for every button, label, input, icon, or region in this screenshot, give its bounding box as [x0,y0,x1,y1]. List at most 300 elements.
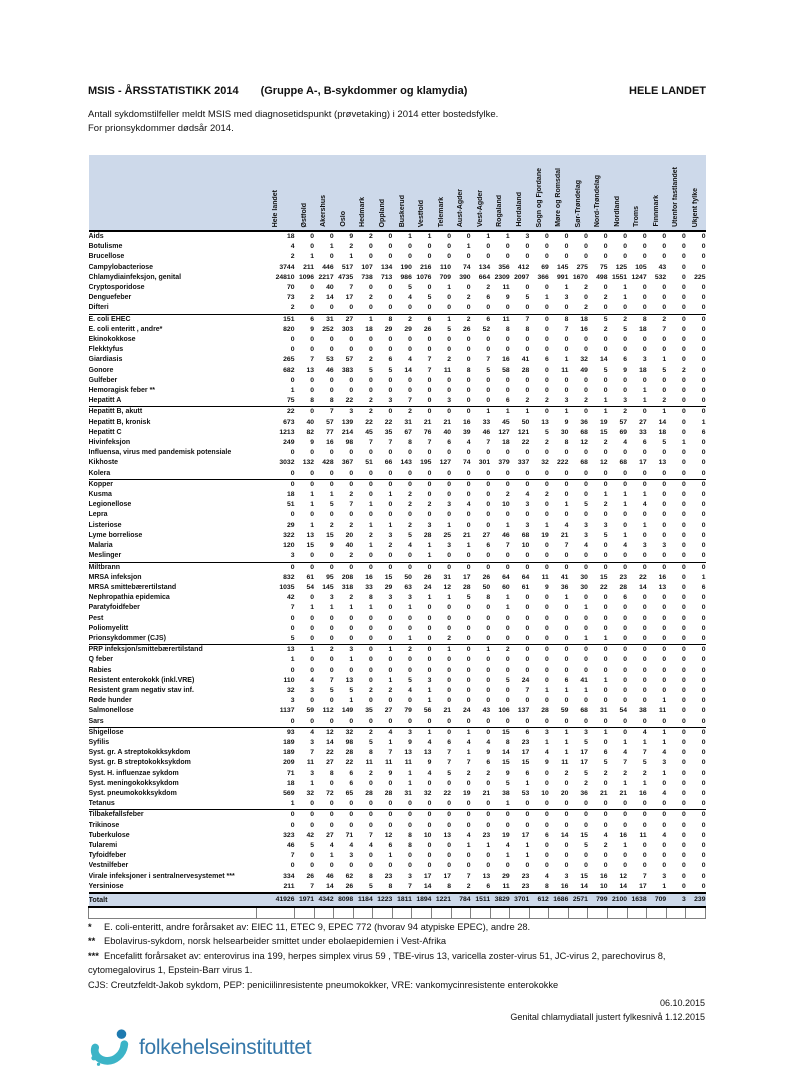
value-cell: 110 [283,676,295,684]
value-cell: 0 [701,624,706,632]
value-cell: 0 [314,479,334,490]
value-cell: 0 [408,304,412,312]
value-cell: 0 [525,624,530,632]
value-cell: 1 [466,749,471,757]
value-cell: 6 [486,882,491,890]
value-cell: 1 [466,542,471,550]
value-cell: 0 [466,233,471,240]
value-cell: 7 [486,356,491,364]
value-cell: 2 [349,521,354,529]
value-cell: 0 [427,614,432,622]
value-cell: 46 [482,428,491,436]
value-cell: 22 [326,749,334,757]
value-cell: 0 [471,727,491,738]
value-cell: 7 [349,501,354,509]
value-cell: 1 [510,407,530,418]
value-cell: 0 [388,449,393,457]
value-cell: 0 [505,624,510,632]
value-cell: 0 [642,717,647,725]
value-cell: 216 [420,263,432,271]
value-cell: 0 [329,634,334,642]
value-cell: 74 [463,263,471,271]
value-cell: 1 [623,738,628,746]
value-cell: 110 [440,263,451,271]
value-cell: 1 [310,521,315,529]
value-cell: 0 [310,800,315,808]
value-cell: 0 [681,738,686,746]
value-cell: 5 [603,366,608,374]
value-cell: 0 [486,614,491,622]
value-cell: 5 [505,779,510,787]
value-cell: 63 [404,583,412,591]
value-cell: 0 [447,656,451,664]
value-cell: 1096 [298,273,315,281]
value-cell: 0 [642,449,647,457]
value-cell: 21 [560,531,569,539]
value-cell: 0 [642,634,647,642]
value-cell: 0 [701,769,706,777]
value-cell: 6 [471,314,491,325]
value-cell: 0 [603,800,608,808]
empty-cell [627,907,647,918]
value-cell: 0 [368,243,373,251]
table-row [89,500,706,510]
value-cell: 8 [329,397,334,405]
table-row [89,686,706,696]
value-cell: 0 [329,779,334,787]
value-cell: 6 [486,542,491,550]
row-label: Lyme borreliose [88,531,143,539]
total-value-cell: 1894 [412,893,432,907]
value-cell: 4 [545,872,549,880]
value-cell: 366 [537,273,549,281]
value-cell: 0 [427,397,432,405]
value-cell: 0 [451,645,471,656]
value-cell: 0 [603,821,608,829]
total-value-cell: 1638 [627,893,647,907]
value-cell: 0 [525,666,530,674]
value-cell: 53 [521,789,530,797]
value-cell: 0 [701,501,706,509]
value-cell: 1 [642,387,647,395]
value-cell: 0 [588,479,608,490]
value-cell: 7 [642,749,647,757]
value-cell: 0 [608,479,628,490]
value-cell: 75 [286,397,295,405]
value-cell: 19 [599,418,608,426]
footnote-line [88,978,708,992]
value-cell: 0 [608,562,628,573]
value-cell: 0 [447,336,451,344]
value-cell: 0 [368,634,373,642]
value-cell: 2 [642,769,647,777]
value-cell: 0 [662,521,667,529]
value-cell: 0 [505,697,510,705]
value-cell: 4 [408,686,412,694]
value-cell: 1 [525,852,530,860]
value-cell: 1 [290,800,295,808]
value-cell: 0 [681,325,686,333]
total-value-cell: 3701 [510,893,530,907]
value-cell: 22 [521,439,530,447]
value-cell: 0 [368,624,373,632]
value-cell: 0 [486,253,491,261]
value-cell: 0 [525,614,530,622]
value-cell: 1 [603,491,608,499]
value-cell: 0 [545,841,549,849]
value-cell: 0 [545,604,549,612]
row-label: Lepra [88,511,108,519]
value-cell: 3 [290,697,295,705]
value-cell: 32 [541,459,549,467]
value-cell: 0 [686,314,706,325]
value-cell: 46 [326,872,334,880]
value-cell: 22 [599,583,608,591]
value-cell: 9 [564,418,569,426]
value-cell: 0 [681,243,686,251]
value-cell: 498 [596,273,608,281]
value-cell: 0 [681,573,686,581]
value-cell: 18 [639,325,647,333]
value-cell: 67 [404,428,412,436]
value-cell: 0 [368,821,373,829]
value-cell: 2 [447,356,451,364]
value-cell: 7 [314,407,334,418]
value-cell: 0 [310,304,315,312]
value-cell: 10 [502,501,510,509]
value-cell: 71 [286,769,295,777]
row-label: Rabies [88,666,112,674]
value-cell: 9 [505,294,510,302]
value-cell: 0 [427,604,432,612]
value-cell: 1 [603,397,608,405]
value-cell: 2 [349,491,354,499]
value-cell: 0 [451,810,471,821]
value-cell: 0 [681,614,686,622]
value-cell: 0 [681,346,686,354]
value-cell: 0 [681,397,686,405]
column-header: Telemark [431,155,451,231]
value-cell: 41 [521,356,530,364]
row-label: Botulisme [88,243,123,251]
value-cell: 5 [329,686,334,694]
value-cell: 0 [701,542,706,550]
value-cell: 17 [463,573,471,581]
value-cell: 0 [310,862,315,870]
value-cell: 0 [701,304,706,312]
value-cell: 0 [564,841,569,849]
value-cell: 12 [619,872,628,880]
value-cell: 0 [623,624,628,632]
value-cell: 36 [560,583,569,591]
value-cell: 1 [368,521,373,529]
value-cell: 15 [580,831,588,839]
value-cell: 0 [505,862,510,870]
value-cell: 0 [431,407,451,418]
value-cell: 0 [603,717,608,725]
value-cell: 0 [681,449,686,457]
value-cell: 4 [623,439,628,447]
value-cell: 0 [310,666,315,674]
value-cell: 5 [466,594,471,602]
value-cell: 0 [584,656,588,664]
value-cell: 76 [423,428,432,436]
value-cell: 0 [603,253,608,261]
table-row [89,541,706,551]
value-cell: 0 [686,407,706,418]
value-cell: 0 [290,469,295,477]
value-cell: 0 [529,407,549,418]
value-cell: 0 [368,469,373,477]
value-cell: 0 [510,645,530,656]
table-row [89,469,706,480]
value-cell: 0 [584,449,588,457]
row-label: Legionellose [88,501,132,509]
value-cell: 0 [701,707,706,715]
value-cell: 71 [345,831,354,839]
value-cell: 0 [642,614,647,622]
value-cell: 21 [443,707,451,715]
value-cell: 0 [623,862,628,870]
value-cell: 18 [658,428,667,436]
value-cell: 8 [505,325,510,333]
value-cell: 0 [623,346,628,354]
value-cell: 3 [568,727,588,738]
value-cell: 0 [486,800,491,808]
row-label: Hemoragisk feber ** [88,387,156,395]
value-cell: 0 [681,253,686,261]
value-cell: 0 [310,634,315,642]
value-cell: 0 [490,810,510,821]
column-header: Nordland [608,155,628,231]
value-cell: 46 [326,366,334,374]
value-cell: 145 [322,583,334,591]
value-cell: 0 [349,346,354,354]
value-cell: 0 [408,469,412,477]
value-cell: 43 [658,263,667,271]
value-cell: 16 [580,325,588,333]
table-row [89,376,706,386]
value-cell: 2 [368,233,373,240]
value-cell: 6 [623,594,628,602]
value-cell: 1 [388,521,393,529]
value-cell: 0 [701,552,706,560]
value-cell: 0 [505,511,510,519]
value-cell: 0 [564,376,569,384]
column-header: Sør-Trøndelag [568,155,588,231]
table-row [89,851,706,861]
value-cell: 8 [466,366,471,374]
value-cell: 14 [404,366,412,374]
table-row [89,293,706,303]
value-cell: 0 [310,346,315,354]
value-cell: 0 [349,387,354,395]
value-cell: 5 [427,294,432,302]
value-cell: 0 [564,717,569,725]
value-cell: 1 [388,738,393,746]
value-cell: 8 [329,769,334,777]
value-cell: 24 [521,676,530,684]
value-cell: 0 [603,852,608,860]
value-cell: 1 [290,387,295,395]
row-label: Syst. gr. A streptokokksykdom [88,749,191,757]
value-cell: 0 [466,449,471,457]
value-cell: 0 [701,366,706,374]
value-cell: 6 [349,769,354,777]
value-cell: 1 [549,727,569,738]
value-cell: 40 [345,542,354,550]
value-cell: 36 [580,418,588,426]
value-cell: 0 [681,304,686,312]
value-cell: 0 [603,604,608,612]
value-cell: 11 [385,759,393,767]
value-cell: 0 [505,387,510,395]
value-cell: 0 [486,697,491,705]
value-cell: 0 [545,666,549,674]
value-cell: 16 [599,872,608,880]
value-cell: 4 [466,738,471,746]
fhi-logo-icon [88,1026,132,1070]
value-cell: 0 [388,624,393,632]
value-cell: 0 [290,336,295,344]
value-cell: 0 [568,645,588,656]
value-cell: 127 [498,428,510,436]
value-cell: 0 [564,697,569,705]
value-cell: 0 [388,511,393,519]
value-cell: 0 [701,697,706,705]
value-cell: 0 [505,243,510,251]
value-cell: 0 [447,852,451,860]
value-cell: 0 [701,872,706,880]
value-cell: 0 [681,501,686,509]
value-cell: 0 [427,387,432,395]
value-cell: 1 [588,727,608,738]
value-cell: 22 [345,759,354,767]
value-cell: 0 [529,810,549,821]
total-label: Totalt [89,893,257,907]
value-cell: 11 [365,759,373,767]
value-cell: 1 [349,253,354,261]
value-cell: 68 [580,707,588,715]
row-label: Salmonellose [88,707,134,715]
value-cell: 1 [623,284,628,292]
value-cell: 28 [345,749,354,757]
value-cell: 0 [642,666,647,674]
table-row [89,799,706,810]
value-cell: 28 [423,531,432,539]
footnotes [88,920,708,992]
table-row [89,438,706,448]
row-label: Paratyfoidfeber [88,604,140,612]
value-cell: 15 [502,759,510,767]
value-cell: 24810 [275,273,295,281]
column-header: Utenfor fastlandet [666,155,686,231]
value-cell: 0 [525,552,530,560]
value-cell: 0 [549,810,569,821]
value-cell: 0 [608,810,628,821]
value-cell: 0 [290,511,295,519]
value-cell: 5 [584,738,588,746]
value-cell: 0 [701,531,706,539]
value-cell: 0 [584,243,588,251]
value-cell: 51 [286,501,295,509]
value-cell: 0 [447,841,451,849]
value-cell: 8 [486,594,491,602]
value-cell: 0 [451,562,471,573]
footnote-line [88,949,708,978]
value-cell: 0 [623,686,628,694]
value-cell: 0 [701,862,706,870]
value-cell: 2 [490,645,510,656]
value-cell: 2 [314,645,334,656]
value-cell: 0 [603,284,608,292]
value-cell: 0 [486,656,491,664]
value-cell: 0 [662,800,667,808]
table-row [89,624,706,634]
footnote-text: Encefalitt forårsaket av: enterovirus ina 199, herpes simplex virus 59 , TBE-virus 13, varicella zoster-virus 51, JC-virus 2, parechovirus 8, cytomegalovirus 1, Epstein-Barr virus 1. [88,950,666,976]
column-header: Vest-Agder [471,155,491,231]
value-cell: 0 [686,645,706,656]
value-cell: 1 [662,356,667,364]
value-cell: 390 [459,273,471,281]
value-cell: 42 [306,831,315,839]
value-cell: 0 [427,304,432,312]
value-cell: 7 [525,686,530,694]
value-cell: 2 [349,243,354,251]
value-cell: 0 [681,841,686,849]
value-cell: 1 [427,686,432,694]
value-cell: 66 [384,459,393,467]
table-row [89,283,706,293]
value-cell: 0 [701,749,706,757]
value-cell: 0 [329,697,334,705]
value-cell: 0 [623,243,628,251]
table-row [89,614,706,624]
value-cell: 4735 [338,273,354,281]
row-label: Gonore [88,366,114,374]
value-cell: 1 [329,243,334,251]
value-cell: 1 [408,233,412,240]
value-cell: 2 [392,645,412,656]
value-cell: 0 [603,469,608,477]
value-cell: 6 [388,356,393,364]
value-cell: 0 [466,697,471,705]
value-cell: 11 [541,573,549,581]
value-cell: 23 [619,573,628,581]
value-cell: 15 [384,573,393,581]
column-header: Finnmark [647,155,667,231]
value-cell: 0 [623,449,628,457]
value-cell: 0 [353,479,373,490]
value-cell: 33 [482,418,491,426]
value-cell: 0 [427,852,432,860]
value-cell: 0 [427,624,432,632]
value-cell: 0 [408,800,412,808]
value-cell: 0 [666,314,686,325]
value-cell: 0 [466,800,471,808]
table-row [89,242,706,252]
value-cell: 0 [505,686,510,694]
value-cell: 0 [545,511,549,519]
row-label: MRSA smittebærertilstand [88,583,177,591]
value-cell: 0 [662,841,667,849]
value-cell: 8 [408,439,412,447]
table-row [89,882,706,893]
value-cell: 0 [686,727,706,738]
value-cell: 0 [310,697,315,705]
footer-dates [510,997,705,1024]
value-cell: 0 [408,717,412,725]
